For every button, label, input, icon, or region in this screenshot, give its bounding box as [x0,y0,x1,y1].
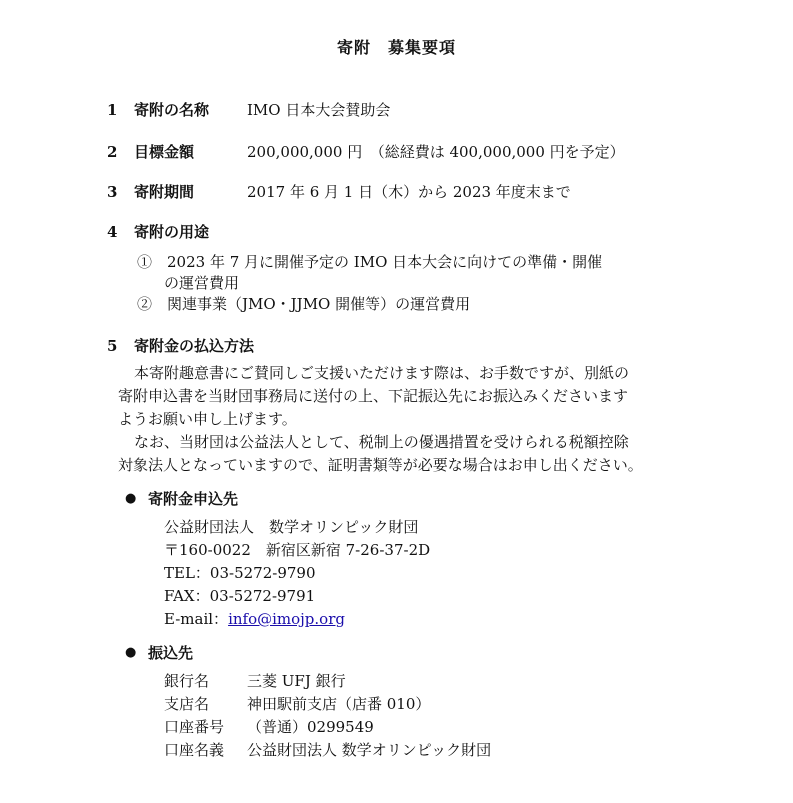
bank-heading: 振込先 [148,644,194,662]
email-row [164,609,345,629]
organization-name: 公益財団法人 数学オリンピック財団 [164,518,419,536]
payment-paragraph-line: なお、当財団は公益法人として、税制上の優遇措置を受けられる税額控除 [134,433,629,451]
bank-row-label: 支店名 [164,695,210,713]
payment-paragraph-line: 本寄附趣意書にご賛同しご支援いただけます際は、お手数ですが、別紙の [134,364,630,382]
address: 〒160-0022 新宿区新宿 7-26-37-2D [164,541,431,559]
email-label: E-mail： [164,610,229,628]
bank-row-value: 三菱 UFJ 銀行 [247,672,346,690]
section-number: 5 [107,337,118,355]
section-value: IMO 日本大会賛助会 [247,101,391,119]
page-title: 寄附 募集要項 [336,38,456,57]
fax: FAX：03-5272-9791 [164,587,316,605]
section-heading: 寄附の名称 [134,101,210,119]
use-item-2: ② 関連事業（JMO・JJMO 開催等）の運営費用 [137,295,471,313]
section-number: 1 [107,101,118,119]
section-heading: 目標金額 [134,143,195,161]
section-heading: 寄附期間 [134,183,195,201]
bank-row-label: 口座番号 [164,718,225,736]
bullet-icon: ● [125,491,137,506]
bank-row-value: 公益財団法人 数学オリンピック財団 [247,741,492,759]
bank-row-label: 口座名義 [164,741,225,759]
email-link[interactable]: info@imojp.org [228,610,345,628]
section-heading: 寄附金の払込方法 [134,337,255,355]
section-number: 2 [107,143,118,161]
payment-paragraph-line: 寄附申込書を当財団事務局に送付の上、下記振込先にお振込みくださいます [118,387,629,405]
section-number: 3 [107,183,118,201]
use-item-1-line-1: ① 2023 年 7 月に開催予定の IMO 日本大会に向けての準備・開催 [137,253,603,271]
telephone: TEL：03-5272-9790 [164,564,316,582]
application-heading: 寄附金申込先 [148,490,239,508]
use-item-1-line-2: の運営費用 [164,274,240,292]
section-value: 200,000,000 円 （総経費は 400,000,000 円を予定） [247,143,625,161]
section-value: 2017 年 6 月 1 日（木）から 2023 年度末まで [247,183,571,201]
section-number: 4 [107,223,118,241]
bullet-icon: ● [125,645,137,660]
section-heading: 寄附の用途 [134,223,210,241]
bank-row-value: （普通）0299549 [247,718,374,736]
bank-row-value: 神田駅前支店（店番 010） [247,695,431,713]
bank-row-label: 銀行名 [164,672,210,690]
payment-paragraph-line: ようお願い申し上げます。 [118,410,297,428]
payment-paragraph-line: 対象法人となっていますので、証明書類等が必要な場合はお申し出ください。 [118,456,643,474]
